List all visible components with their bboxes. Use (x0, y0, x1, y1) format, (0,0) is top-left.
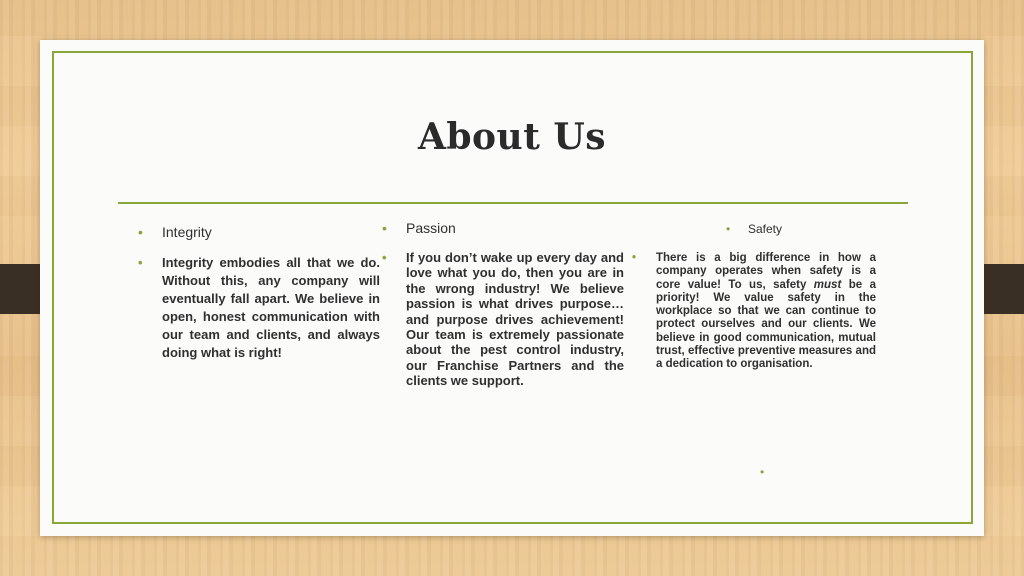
column-passion (382, 220, 624, 389)
safety-body-emphasis: must (813, 278, 842, 291)
empty-bullet: • (760, 465, 765, 479)
integrity-heading: • Integrity (138, 224, 380, 240)
column-safety (632, 220, 876, 372)
safety-heading-row (632, 220, 876, 238)
safety-body (632, 252, 876, 372)
passion-heading: • Passion (382, 220, 624, 236)
passion-body: • If you don’t wake up every day and love what you do, then you are in the wrong industry! We believe passion is what drives purpose… and purpose drives achievement! Our team is extremely passionate about the pest control industry, our Franchise Partners and the clients we support. (382, 250, 624, 389)
slide-title: About Us (417, 116, 607, 158)
integrity-body: • Integrity embodies all that we do. Without this, any company will eventually fall apart. We believe in open, honest communication with our team and clients, and always doing what is right! (138, 254, 380, 362)
title-divider (118, 202, 908, 204)
safety-heading: • Safety (726, 222, 782, 236)
safety-body-end: be a priority! We value safety in the workplace so that we can continue to protect ourselves and our clients. We believe in good communication, mutual trust, effective preventive measures and a dedication to organisation. (656, 278, 876, 371)
column-integrity (138, 224, 380, 362)
slide-card (40, 40, 984, 536)
safety-body-start: There is a big difference in how a company operates when safety is a core value! To us, safety (656, 252, 876, 291)
